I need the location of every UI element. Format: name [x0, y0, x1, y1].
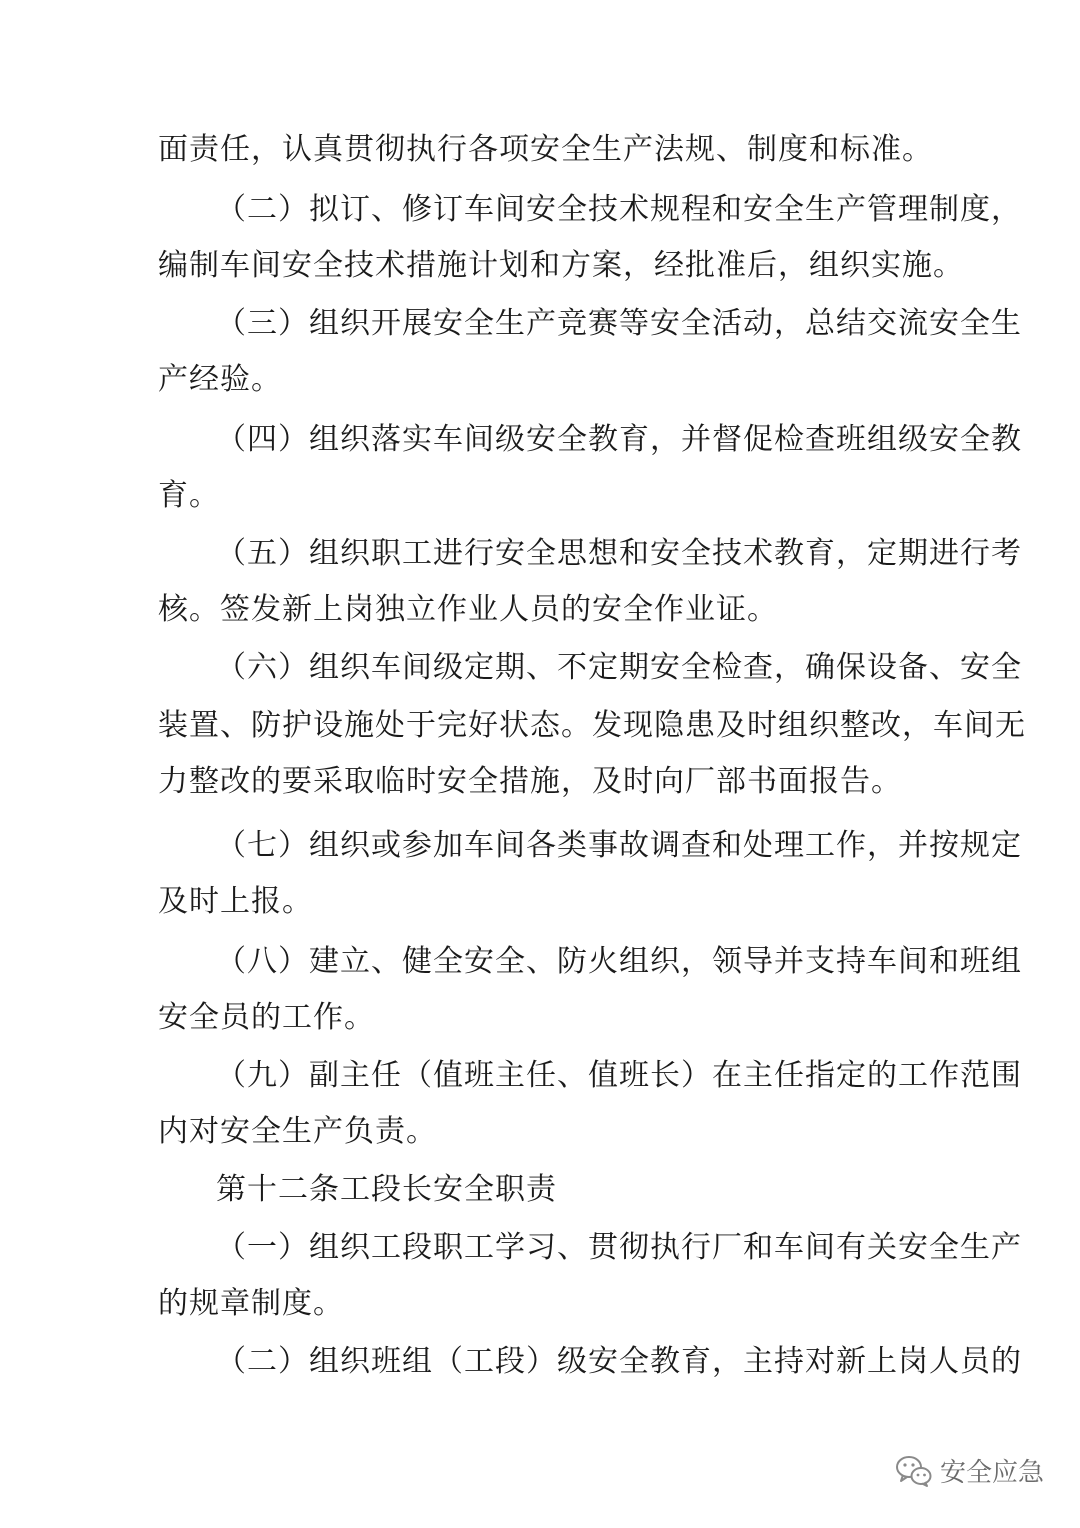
text-line: 力整改的要采取临时安全措施，及时向厂部书面报告。 [158, 764, 902, 799]
text-line: （四）组织落实车间级安全教育，并督促检查班组级安全教 [216, 422, 1022, 457]
text-line: （九）副主任（值班主任、值班长）在主任指定的工作范围 [216, 1058, 1022, 1093]
text-line: 的规章制度。 [158, 1286, 344, 1321]
text-line: 装置、防护设施处于完好状态。发现隐患及时组织整改，车间无 [158, 708, 1026, 743]
text-line: 育。 [158, 478, 220, 513]
text-line: 核。签发新上岗独立作业人员的安全作业证。 [158, 592, 778, 627]
text-line: （二）组织班组（工段）级安全教育，主持对新上岗人员的 [216, 1344, 1022, 1379]
text-line: 面责任，认真贯彻执行各项安全生产法规、制度和标准。 [158, 132, 933, 167]
text-line: 安全员的工作。 [158, 1000, 375, 1035]
watermark-text: 安全应急 [939, 1458, 1044, 1488]
text-line: （六）组织车间级定期、不定期安全检查，确保设备、安全 [216, 650, 1022, 685]
text-line: 内对安全生产负责。 [158, 1114, 437, 1149]
text-line: 产经验。 [158, 362, 282, 397]
text-line: （八）建立、健全安全、防火组织，领导并支持车间和班组 [216, 944, 1022, 979]
text-line: 编制车间安全技术措施计划和方案，经批准后，组织实施。 [158, 248, 964, 283]
text-line: 及时上报。 [158, 884, 313, 919]
section-heading: 第十二条工段长安全职责 [216, 1172, 557, 1207]
text-line: （七）组织或参加车间各类事故调查和处理工作，并按规定 [216, 828, 1022, 863]
text-line: （五）组织职工进行安全思想和安全技术教育，定期进行考 [216, 536, 1022, 571]
text-line: （三）组织开展安全生产竞赛等安全活动，总结交流安全生 [216, 306, 1022, 341]
watermark [894, 1452, 1044, 1489]
text-line: （二）拟订、修订车间安全技术规程和安全生产管理制度， [216, 192, 1022, 227]
text-line: （一）组织工段职工学习、贯彻执行厂和车间有关安全生产 [216, 1230, 1022, 1265]
wechat-icon [894, 1454, 934, 1488]
